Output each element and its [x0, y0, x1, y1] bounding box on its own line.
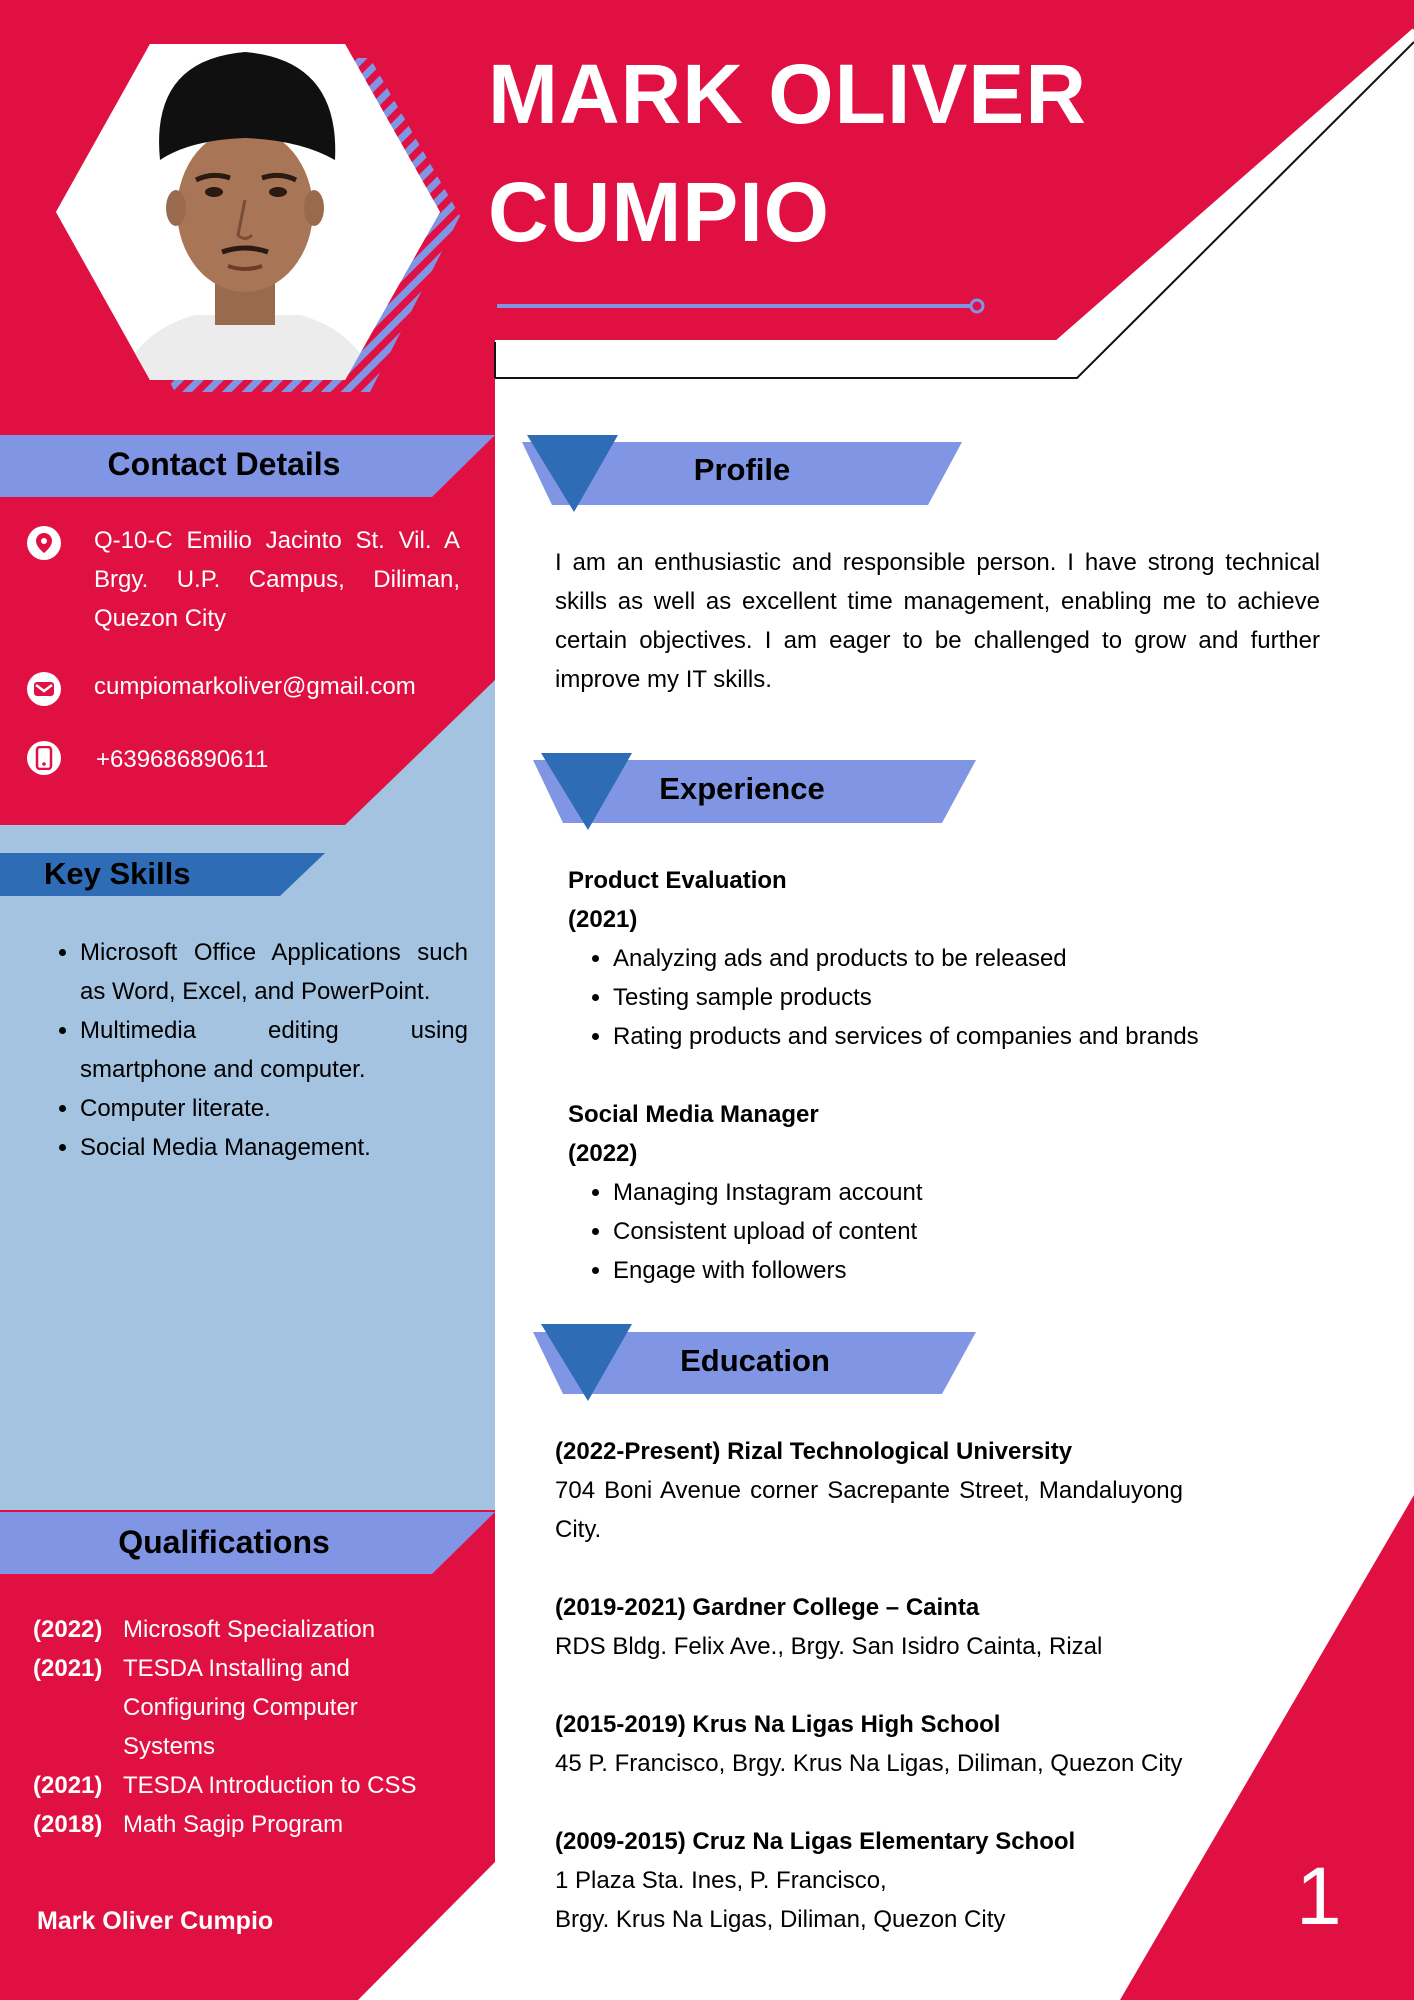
list-item: • Managing Instagram account: [613, 1173, 1328, 1212]
job-duties: [568, 1173, 1328, 1290]
job-duties: [568, 939, 1328, 1056]
school-heading: (2019-2021) Gardner College – Cainta: [555, 1594, 980, 1621]
mail-icon: [27, 672, 61, 706]
contact-title: Contact Details: [107, 446, 341, 482]
list-item: [33, 1649, 473, 1766]
footer-name: Mark Oliver Cumpio: [37, 1907, 274, 1935]
qualifications-list: [33, 1610, 473, 1844]
qualification-text: TESDA Introduction to CSS: [123, 1772, 417, 1799]
page-number: 1: [1296, 1851, 1342, 1942]
list-item: [33, 1610, 473, 1649]
name-first: MARK OLIVER: [488, 47, 1087, 141]
skills-title: Key Skills: [44, 856, 191, 891]
qualification-text: Math Sagip Program: [123, 1811, 344, 1838]
qualification-year: (2021): [33, 1655, 103, 1682]
list-item: • Multimedia editing using smartphone and computer.: [80, 1011, 468, 1089]
list-item: • Computer literate.: [80, 1089, 468, 1128]
list-item: [33, 1766, 473, 1805]
qualification-year: (2021): [33, 1772, 103, 1799]
phone-icon: [27, 741, 61, 775]
school-heading: (2022-Present) Rizal Technological University: [555, 1438, 1073, 1465]
qualification-text: TESDA Installing and Configuring Computer Systems: [123, 1655, 358, 1760]
profile-text: I am an enthusiastic and responsible person. I have strong technical skills as well as excellent time management, enabling me to achieve certain objectives. I am eager to be challenged to grow and further improve my IT skills.: [555, 549, 1320, 693]
list-item: • Rating products and services of companies and brands: [613, 1017, 1328, 1056]
qualifications-title: Qualifications: [118, 1524, 330, 1560]
contact-email[interactable]: cumpiomarkoliver@gmail.com: [94, 673, 416, 700]
location-pin-icon: [27, 526, 61, 560]
school-address-line2: Brgy. Krus Na Ligas, Diliman, Quezon City: [555, 1906, 1006, 1933]
experience-list: [568, 861, 1328, 1290]
list-item: • Engage with followers: [613, 1251, 1328, 1290]
job-year: (2021): [568, 906, 638, 933]
qualification-year: (2018): [33, 1811, 103, 1838]
list-item: • Microsoft Office Applications such as Word, Excel, and PowerPoint.: [80, 933, 468, 1011]
profile-title: Profile: [693, 452, 791, 487]
job-role: Product Evaluation: [568, 867, 787, 894]
school-heading: (2009-2015) Cruz Na Ligas Elementary School: [555, 1828, 1076, 1855]
school-address: RDS Bldg. Felix Ave., Brgy. San Isidro Cainta, Rizal: [555, 1633, 1103, 1660]
list-item: • Social Media Management.: [80, 1128, 468, 1167]
list-item: • Consistent upload of content: [613, 1212, 1328, 1251]
school-heading: (2015-2019) Krus Na Ligas High School: [555, 1711, 1001, 1738]
qualification-year: (2022): [33, 1616, 103, 1643]
skills-list: [56, 933, 468, 1167]
education-title: Education: [680, 1343, 830, 1378]
list-item: [33, 1805, 473, 1844]
school-address: 704 Boni Avenue corner Sacrepante Street, Mandaluyong City.: [555, 1477, 1183, 1543]
school-address-line1: 1 Plaza Sta. Ines, P. Francisco,: [555, 1867, 887, 1894]
job-role: Social Media Manager: [568, 1101, 819, 1128]
contact-address: Q-10-C Emilio Jacinto St. Vil. A Brgy. U.P. Campus, Diliman, Quezon City: [94, 527, 460, 632]
qualification-text: Microsoft Specialization: [123, 1616, 376, 1643]
name-last: CUMPIO: [488, 165, 830, 259]
school-address: 45 P. Francisco, Brgy. Krus Na Ligas, Diliman, Quezon City: [555, 1750, 1183, 1777]
list-item: • Analyzing ads and products to be released: [613, 939, 1328, 978]
contact-phone[interactable]: +639686890611: [96, 746, 269, 773]
job-year: (2022): [568, 1140, 638, 1167]
experience-title: Experience: [659, 771, 825, 806]
education-list: [555, 1432, 1183, 1939]
list-item: • Testing sample products: [613, 978, 1328, 1017]
